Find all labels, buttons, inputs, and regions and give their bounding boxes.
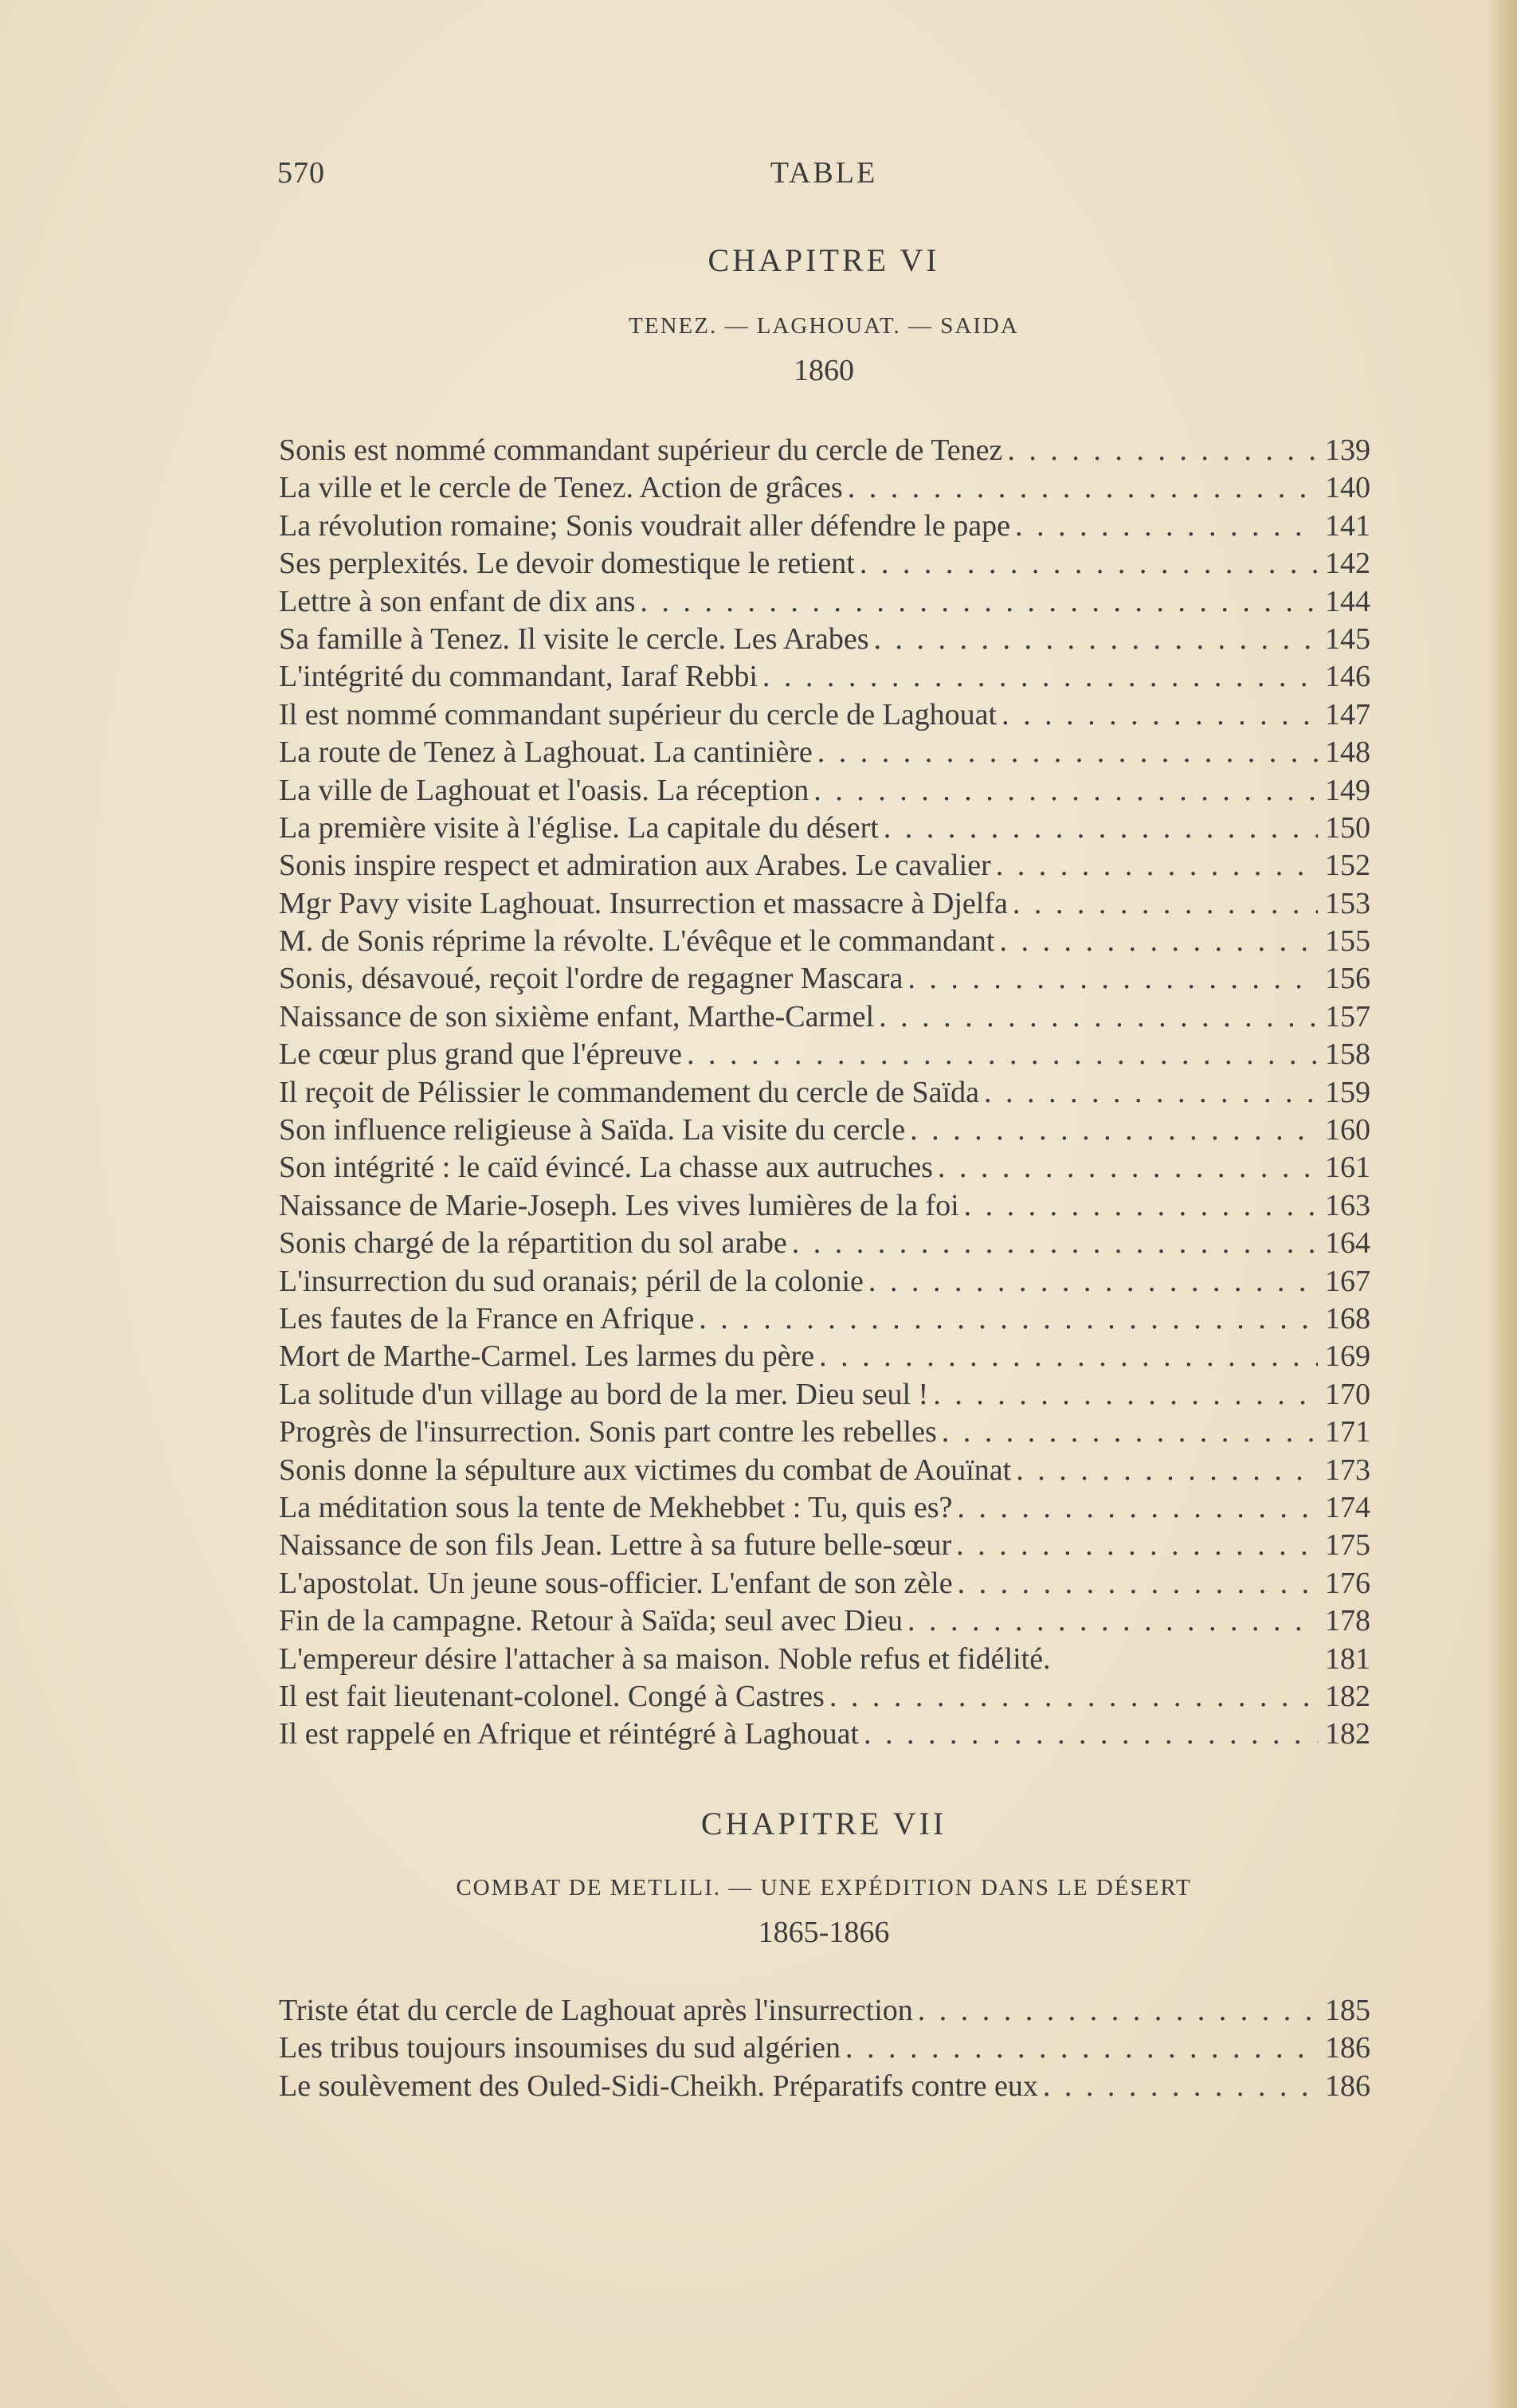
toc-entry-text: Progrès de l'insurrection. Sonis part contre les rebelles <box>279 1415 937 1449</box>
toc-entry <box>279 1716 1370 1753</box>
toc-entry-page: 167 <box>1325 1264 1370 1298</box>
dot-leader <box>792 1225 1318 1262</box>
toc-entry-page: 175 <box>1325 1528 1370 1563</box>
toc-entry-text: Naissance de son sixième enfant, Marthe-Carmel <box>279 999 875 1033</box>
toc-entry-page: 164 <box>1325 1226 1370 1261</box>
toc-entry <box>279 1602 1370 1640</box>
toc-entry-page: 186 <box>1325 2069 1370 2103</box>
toc-entry-page: 150 <box>1325 810 1370 845</box>
chapter-years: 1860 <box>794 354 854 387</box>
toc-entry <box>279 1414 1370 1451</box>
dot-leader <box>907 1602 1318 1640</box>
toc-entry-text: La ville et le cercle de Tenez. Action de grâces <box>279 471 843 505</box>
toc-entry <box>279 583 1370 621</box>
toc-entry-text: Fin de la campagne. Retour à Saïda; seul avec Dieu <box>279 1604 903 1638</box>
toc-entry-page: 139 <box>1325 433 1370 467</box>
page-number: 570 <box>277 156 325 190</box>
dot-leader <box>640 583 1318 621</box>
toc-entry-text: Ses perplexités. Le devoir domestique le retient <box>279 547 855 581</box>
toc-entry <box>279 1112 1370 1149</box>
toc-entry-text: Il est fait lieutenant-colonel. Congé à Castres <box>279 1679 825 1713</box>
dot-leader <box>996 847 1318 884</box>
toc-entry-page: 152 <box>1325 849 1370 883</box>
dot-leader <box>984 1074 1318 1112</box>
toc-entry-page: 140 <box>1325 471 1370 505</box>
toc-entry-page: 163 <box>1325 1188 1370 1222</box>
page-header <box>277 155 1370 195</box>
toc-entry <box>279 1376 1370 1414</box>
toc-entry-page: 158 <box>1325 1037 1370 1072</box>
toc-entry <box>279 2030 1370 2067</box>
dot-leader <box>1007 432 1318 469</box>
dot-leader <box>1002 696 1318 734</box>
toc-entry-text: La révolution romaine; Sonis voudrait aller défendre le pape <box>279 508 1011 543</box>
toc-entry-page: 144 <box>1325 584 1370 618</box>
toc-entry <box>279 923 1370 960</box>
toc-entry <box>279 1678 1370 1716</box>
dot-leader <box>884 810 1318 847</box>
toc-entry-text: Lettre à son enfant de dix ans <box>279 584 636 618</box>
toc-entry-page: 145 <box>1325 622 1370 656</box>
dot-leader <box>699 1300 1318 1338</box>
dot-leader <box>868 1263 1318 1300</box>
toc-entry-page: 160 <box>1325 1113 1370 1147</box>
dot-leader <box>1000 923 1319 960</box>
dot-leader <box>958 1565 1318 1602</box>
dot-leader <box>864 1716 1318 1753</box>
dot-leader <box>938 1149 1318 1186</box>
dot-leader <box>848 469 1318 507</box>
toc-entry-page: 185 <box>1325 1994 1370 2027</box>
toc-entry-list <box>279 1992 1370 2105</box>
toc-entry <box>279 432 1370 469</box>
toc-entry-page: 181 <box>1325 1641 1370 1676</box>
toc-entry-text: Naissance de Marie-Joseph. Les vives lumières de la foi <box>279 1188 959 1222</box>
toc-entry <box>279 1187 1370 1225</box>
toc-entry-text: La méditation sous la tente de Mekhebbet : Tu, quis es? <box>279 1490 953 1524</box>
toc-entry-text: La route de Tenez à Laghouat. La cantinière <box>279 735 813 770</box>
dot-leader <box>1013 885 1318 923</box>
toc-entry <box>279 1149 1370 1186</box>
toc-entry <box>279 885 1370 923</box>
toc-entry <box>279 1641 1370 1678</box>
toc-entry-page: 174 <box>1325 1490 1370 1524</box>
toc-entry-page: 159 <box>1325 1075 1370 1109</box>
dot-leader <box>964 1187 1318 1225</box>
dot-leader <box>910 1112 1318 1149</box>
dot-leader <box>829 1678 1318 1716</box>
toc-entry-page: 161 <box>1325 1151 1370 1185</box>
toc-entry <box>279 1992 1370 2030</box>
dot-leader <box>956 1527 1318 1564</box>
toc-entry <box>279 2068 1370 2105</box>
toc-entry-page: 148 <box>1325 735 1370 770</box>
toc-entry-page: 168 <box>1325 1301 1370 1335</box>
toc-entry-text: M. de Sonis réprime la révolte. L'évêque et le commandant <box>279 924 995 959</box>
toc-entry-page: 153 <box>1325 886 1370 920</box>
toc-entry-text: L'intégrité du commandant, Iaraf Rebbi <box>279 660 758 694</box>
toc-entry <box>279 1452 1370 1489</box>
dot-leader <box>687 1036 1318 1073</box>
toc-entry <box>279 1074 1370 1112</box>
toc-entry-page: 156 <box>1325 962 1370 996</box>
dot-leader <box>1016 1452 1318 1489</box>
toc-entry-text: Sa famille à Tenez. Il visite le cercle. Les Arabes <box>279 622 869 656</box>
toc-entry <box>279 847 1370 884</box>
toc-entry <box>279 734 1370 771</box>
toc-entry <box>279 508 1370 545</box>
toc-entry-text: L'insurrection du sud oranais; péril de la colonie <box>279 1264 864 1298</box>
toc-entry-page: 182 <box>1325 1717 1370 1751</box>
dot-leader <box>845 2030 1318 2067</box>
toc-entry-text: Sonis, désavoué, reçoit l'ordre de regagner Mascara <box>279 962 904 996</box>
toc-entry-text: Les tribus toujours insoumises du sud algérien <box>279 2031 841 2065</box>
dot-leader <box>933 1376 1318 1414</box>
toc-entry <box>279 1225 1370 1262</box>
chapter-subtitle: COMBAT DE METLILI. — UNE EXPÉDITION DANS LE DÉSERT <box>456 1875 1192 1900</box>
toc-entry-text: Naissance de son fils Jean. Lettre à sa future belle-sœur <box>279 1528 952 1563</box>
toc-entry-page: 142 <box>1325 547 1370 581</box>
toc-entry-page: 147 <box>1325 697 1370 731</box>
dot-leader <box>1015 508 1318 545</box>
dot-leader <box>1043 2068 1318 2105</box>
toc-entry-page: 169 <box>1325 1339 1370 1374</box>
running-title: TABLE <box>770 156 878 190</box>
toc-entry-page: 173 <box>1325 1453 1370 1487</box>
dot-leader <box>873 621 1318 658</box>
dot-leader <box>813 772 1318 810</box>
toc-entry-text: Sonis inspire respect et admiration aux Arabes. Le cavalier <box>279 849 991 883</box>
toc-entry-page: 186 <box>1325 2031 1370 2065</box>
toc-entry-page: 157 <box>1325 999 1370 1033</box>
dot-leader <box>918 1992 1318 2030</box>
chapter-title: CHAPITRE VI <box>708 242 940 278</box>
toc-entry <box>279 998 1370 1036</box>
toc-entry-text: Mort de Marthe-Carmel. Les larmes du père <box>279 1339 815 1374</box>
toc-entry-text: Son intégrité : le caïd évincé. La chasse aux autruches <box>279 1151 933 1185</box>
toc-entry-text: Sonis donne la sépulture aux victimes du combat de Aouïnat <box>279 1453 1012 1487</box>
toc-entry <box>279 1338 1370 1375</box>
toc-entry-text: Sonis chargé de la répartition du sol arabe <box>279 1226 787 1261</box>
toc-entry <box>279 1300 1370 1338</box>
toc-entry-text: L'empereur désire l'attacher à sa maison. Noble refus et fidélité. <box>279 1641 1051 1676</box>
toc-entry <box>279 696 1370 734</box>
toc-entry-text: La ville de Laghouat et l'oasis. La réception <box>279 773 809 807</box>
toc-entry-page: 170 <box>1325 1377 1370 1411</box>
toc-entry-text: Son influence religieuse à Saïda. La visite du cercle <box>279 1113 906 1147</box>
dot-leader <box>957 1489 1318 1527</box>
toc-entry-text: Triste état du cercle de Laghouat après l'insurrection <box>279 1994 913 2027</box>
toc-entry <box>279 545 1370 582</box>
toc-entry-text: Le cœur plus grand que l'épreuve <box>279 1037 682 1072</box>
toc-entry <box>279 469 1370 507</box>
dot-leader <box>879 998 1318 1036</box>
dot-leader <box>907 960 1318 998</box>
dot-leader <box>817 734 1318 771</box>
toc-entry-text: La première visite à l'église. La capitale du désert <box>279 810 879 845</box>
toc-entry-page: 149 <box>1325 773 1370 807</box>
toc-entry <box>279 1527 1370 1564</box>
toc-entry-text: Le soulèvement des Ouled-Sidi-Cheikh. Préparatifs contre eux <box>279 2069 1038 2103</box>
toc-entry <box>279 772 1370 810</box>
page-edge <box>1487 0 1517 2408</box>
toc-entry-text: La solitude d'un village au bord de la mer. Dieu seul ! <box>279 1377 929 1411</box>
toc-entry-text: Mgr Pavy visite Laghouat. Insurrection et massacre à Djelfa <box>279 886 1008 920</box>
toc-entry <box>279 621 1370 658</box>
toc-entry <box>279 810 1370 847</box>
toc-entry-page: 141 <box>1325 508 1370 543</box>
toc-entry <box>279 1036 1370 1073</box>
toc-entry-page: 155 <box>1325 924 1370 959</box>
toc-entry <box>279 960 1370 998</box>
chapter-subtitle: TENEZ. — LAGHOUAT. — SAIDA <box>629 313 1019 339</box>
toc-entry-page: 182 <box>1325 1679 1370 1713</box>
chapter-years: 1865-1866 <box>758 1916 890 1949</box>
toc-entry-text: Il est nommé commandant supérieur du cercle de Laghouat <box>279 697 998 731</box>
toc-entry-page: 176 <box>1325 1566 1370 1600</box>
toc-entry-text: Les fautes de la France en Afrique <box>279 1301 695 1335</box>
toc-entry-list <box>279 432 1370 1754</box>
toc-entry <box>279 1263 1370 1300</box>
toc-entry <box>279 658 1370 696</box>
dot-leader <box>819 1338 1318 1375</box>
toc-entry-page: 146 <box>1325 660 1370 694</box>
toc-entry-text: Sonis est nommé commandant supérieur du cercle de Tenez <box>279 433 1003 467</box>
dot-leader <box>860 545 1318 582</box>
toc-entry-page: 171 <box>1325 1415 1370 1449</box>
toc-entry-page: 178 <box>1325 1604 1370 1638</box>
dot-leader <box>762 658 1318 696</box>
toc-entry <box>279 1489 1370 1527</box>
dot-leader <box>942 1414 1318 1451</box>
chapter-title: CHAPITRE VII <box>700 1806 947 1841</box>
toc-entry <box>279 1565 1370 1602</box>
toc-entry-text: Il est rappelé en Afrique et réintégré à Laghouat <box>279 1717 859 1751</box>
toc-entry-text: L'apostolat. Un jeune sous-officier. L'enfant de son zèle <box>279 1566 953 1600</box>
toc-entry-text: Il reçoit de Pélissier le commandement du cercle de Saïda <box>279 1075 979 1109</box>
